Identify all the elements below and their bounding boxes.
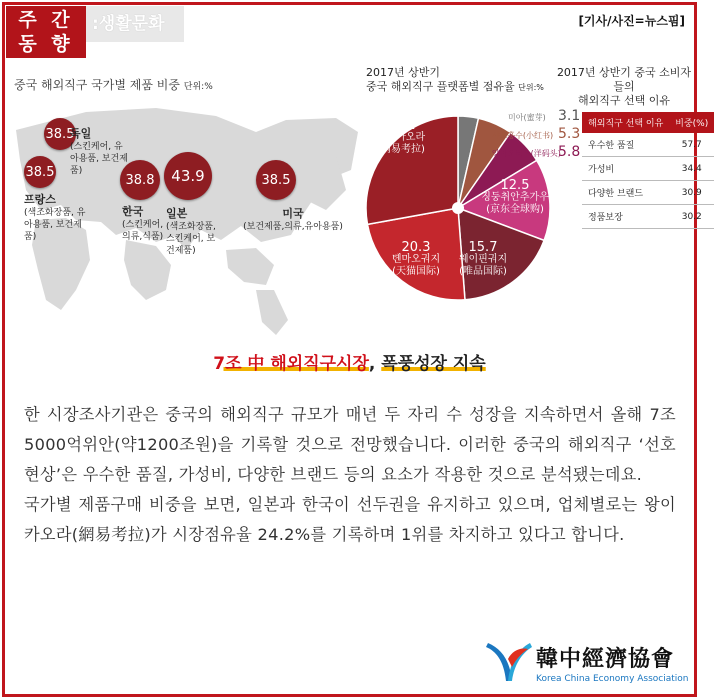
country-label-usa: 미국 (보건제품,의류,유아용품) — [243, 207, 343, 232]
infographic — [6, 60, 709, 336]
pie-side-label-yangmatou: 양마오터우(洋码头) — [492, 149, 561, 158]
photo-credit: [기사/사진=뉴스핌] — [578, 14, 685, 28]
pie-side-value-yangmatou: 5.8 — [558, 144, 581, 160]
reasons-header-share: 비중(%) — [669, 112, 714, 133]
pie-label-weipin: 15.7 웨이핀궈지 (唯品国际) — [458, 240, 508, 277]
pie-label-wangyi: 24.2 왕이카오라 (网易考拉) — [376, 118, 426, 155]
table-row: 가성비 34.4 — [582, 157, 714, 181]
country-bubble-france: 38.5 — [24, 156, 56, 188]
badge-line-1: 주 간 — [18, 9, 74, 31]
pie-title: 2017년 상반기 중국 해외직구 플랫폼별 점유율 단위:% — [366, 66, 544, 93]
reasons-header-reason: 해외직구 선택 이유 — [582, 112, 669, 133]
pie-side-value-xiaohongshu: 5.3 — [558, 126, 581, 142]
country-label-japan: 일본 (색조화장품, 스킨케어, 보건제품) — [166, 207, 216, 256]
pie-label-jingdong: 12.5 징둥취안추가우 (京东全球购) — [481, 178, 549, 215]
reasons-table — [582, 112, 714, 229]
country-bubble-japan: 43.9 — [164, 152, 212, 200]
country-label-germany: 독일 (스킨케어, 유아용품, 보건제품) — [70, 127, 128, 176]
map-title: 중국 해외직구 국가별 제품 비중 단위:% — [14, 78, 213, 92]
pie-center — [452, 202, 464, 214]
article-headline: 7조 中 해외직구시장, 폭풍성장 지속 — [213, 354, 486, 374]
association-logo-icon — [482, 641, 534, 687]
country-bubble-korea: 38.8 — [120, 160, 160, 200]
badge-line-2: 동 향 — [18, 33, 74, 55]
table-row: 정품보장 30.2 — [582, 205, 714, 229]
pie-side-value-mia: 3.1 — [558, 108, 581, 124]
paragraph-1: 한 시장조사기관은 중국의 해외직구 규모가 매년 두 자리 수 성장을 지속하면서 올해 7조 5000억위안(약1200조원)을 기록할 것으로 전망했습니다. 이러한 중국의 해외직구 ‘선호 현상’은 우수한 품질, 가성비, 다양한 브랜드 등의 요소가 작용한 것으로 분석됐는데요. — [24, 405, 676, 484]
logo-chinese-name: 韓中經濟協會 — [536, 646, 675, 672]
country-label-korea: 한국 (스킨케어, 의류,식품) — [122, 205, 164, 242]
article-body — [24, 400, 676, 550]
pie-side-label-xiaohongshu: 샤오훙수(小红书) — [492, 131, 554, 140]
pie-side-label-mia: 미아(蜜芽) — [508, 113, 546, 122]
country-bubble-germany: 38.5 — [44, 118, 76, 150]
table-row: 우수한 품질 57.7 — [582, 133, 714, 157]
category-label: :생활문화 — [86, 6, 184, 42]
weekly-trend-badge — [6, 6, 86, 58]
reasons-title: 2017년 상반기 중국 소비자들의 해외직구 선택 이유 — [556, 66, 692, 107]
pie-label-tianmao: 20.3 톈마오궈지 (天猫国际) — [391, 240, 441, 277]
country-label-france: 프랑스 (색조화장품, 유아용품, 보건제품) — [24, 193, 86, 242]
association-logo — [536, 642, 689, 684]
logo-english-name: Korea China Economy Association — [536, 674, 689, 684]
table-row: 다양한 브랜드 30.9 — [582, 181, 714, 205]
country-bubble-usa: 38.5 — [256, 160, 296, 200]
paragraph-2: 국가별 제품구매 비중을 보면, 일본과 한국이 선두권을 유지하고 있으며, 업체별로는 왕이카오라(網易考拉)가 시장점유율 24.2%를 기록하며 1위를 차지하고 있다고 합니다. — [24, 495, 676, 544]
